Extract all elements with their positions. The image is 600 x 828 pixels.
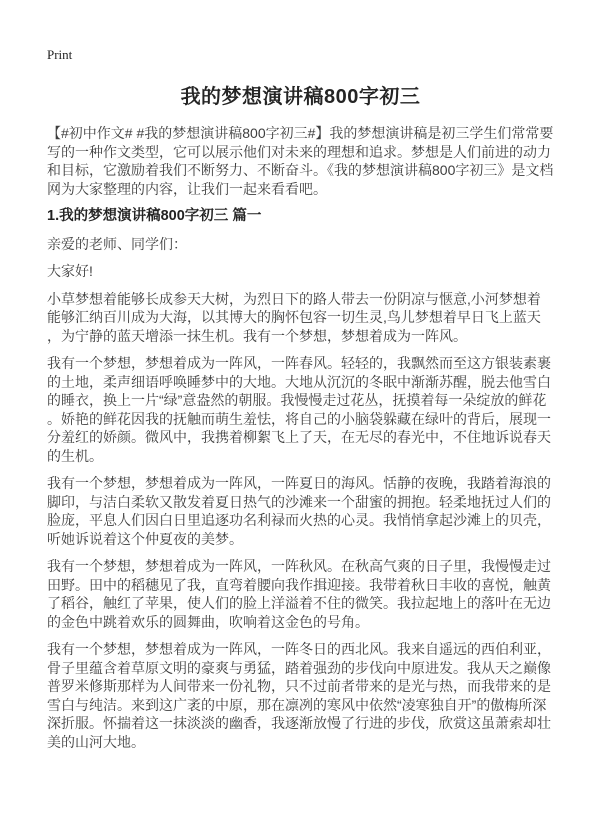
body-paragraph-dream-intro: 小草梦想着能够长成参天大树，为烈日下的路人带去一份阴凉与惬意,小河梦想着能够汇纳百川成为大海，以其博大的胸怀包容一切生灵,鸟儿梦想着早日飞上蓝天，为宁静的蓝天增添一抹生机。我有一个梦想，梦想着成为一阵风。 bbox=[47, 290, 541, 344]
body-paragraph-summer-wind: 我有一个梦想，梦想着成为一阵风，一阵夏日的海风。恬静的夜晚，我踏着海浪的脚印，与洁白柔软又散发着夏日热气的沙滩来一个甜蜜的拥抱。轻柔地抚过人们的脸庞，平息人们因白日里追逐功名利禄而火热的心灵。我悄悄拿起沙滩上的贝壳，听她诉说着这个仲夏夜的美梦。 bbox=[47, 475, 551, 547]
print-button[interactable]: Print bbox=[47, 47, 73, 62]
page-title: 我的梦想演讲稿800字初三 bbox=[180, 86, 421, 108]
article-body bbox=[47, 124, 554, 751]
section-heading: 1.我的梦想演讲稿800字初三 篇一 bbox=[47, 208, 262, 224]
body-paragraph-autumn-wind: 我有一个梦想，梦想着成为一阵风，一阵秋风。在秋高气爽的日子里，我慢慢走过田野。田中的稻穗见了我，直弯着腰向我作揖迎接。我带着秋日丰收的喜悦，触黄了稻谷，触红了苹果，使人们的脸上洋溢着不住的微笑。我拉起地上的落叶在无边的金色中跳着欢乐的圆舞曲，吹响着这金色的号角。 bbox=[47, 558, 551, 630]
intro-paragraph: 【#初中作文# #我的梦想演讲稿800字初三#】我的梦想演讲稿是初三学生们常常要写的一种作文类型，它可以展示他们对未来的理想和追求。梦想是人们前进的动力和目标，它激励着我们不断努力、不断奋斗。《我的梦想演讲稿800字初三》是文档网为大家整理的内容，让我们一起来看看吧。 bbox=[47, 125, 554, 197]
body-paragraph-spring-wind: 我有一个梦想，梦想着成为一阵风，一阵春风。轻轻的，我飘然而至这方银装素裹的土地，柔声细语呼唤睡梦中的大地。大地从沉沉的冬眠中渐渐苏醒，脱去他雪白的睡衣，换上一片“绿”意盎然的朝服。我慢慢走过花丛，抚摸着每一朵绽放的鲜花。娇艳的鲜花因我的抚触而萌生羞怯，将自己的小脑袋躲藏在绿叶的背后，展现一分羞红的娇颜。微风中，我携着柳絮飞上了天，在无尽的春光中，不住地诉说春天的生机。 bbox=[47, 355, 551, 464]
salutation-line: 亲爱的老师、同学们： bbox=[47, 235, 187, 252]
body-paragraph-winter-wind: 我有一个梦想，梦想着成为一阵风，一阵冬日的西北风。我来自遥远的西伯利亚，骨子里蕴含着草原文明的豪爽与勇猛，踏着强劲的步伐向中原进发。我从天之巅像普罗米修斯那样为人间带来一份礼物，只不过前者带来的是光与热，而我带来的是雪白与纯洁。来到这广袤的中原，那在凛冽的寒风中依然“凌寒独自开”的傲梅所深深折服。怀揣着这一抹淡淡的幽香，我逐渐放慢了行进的步伐，欣赏这虽萧索却壮美的山河大地。 bbox=[47, 641, 551, 750]
greeting-line: 大家好! bbox=[47, 263, 93, 279]
